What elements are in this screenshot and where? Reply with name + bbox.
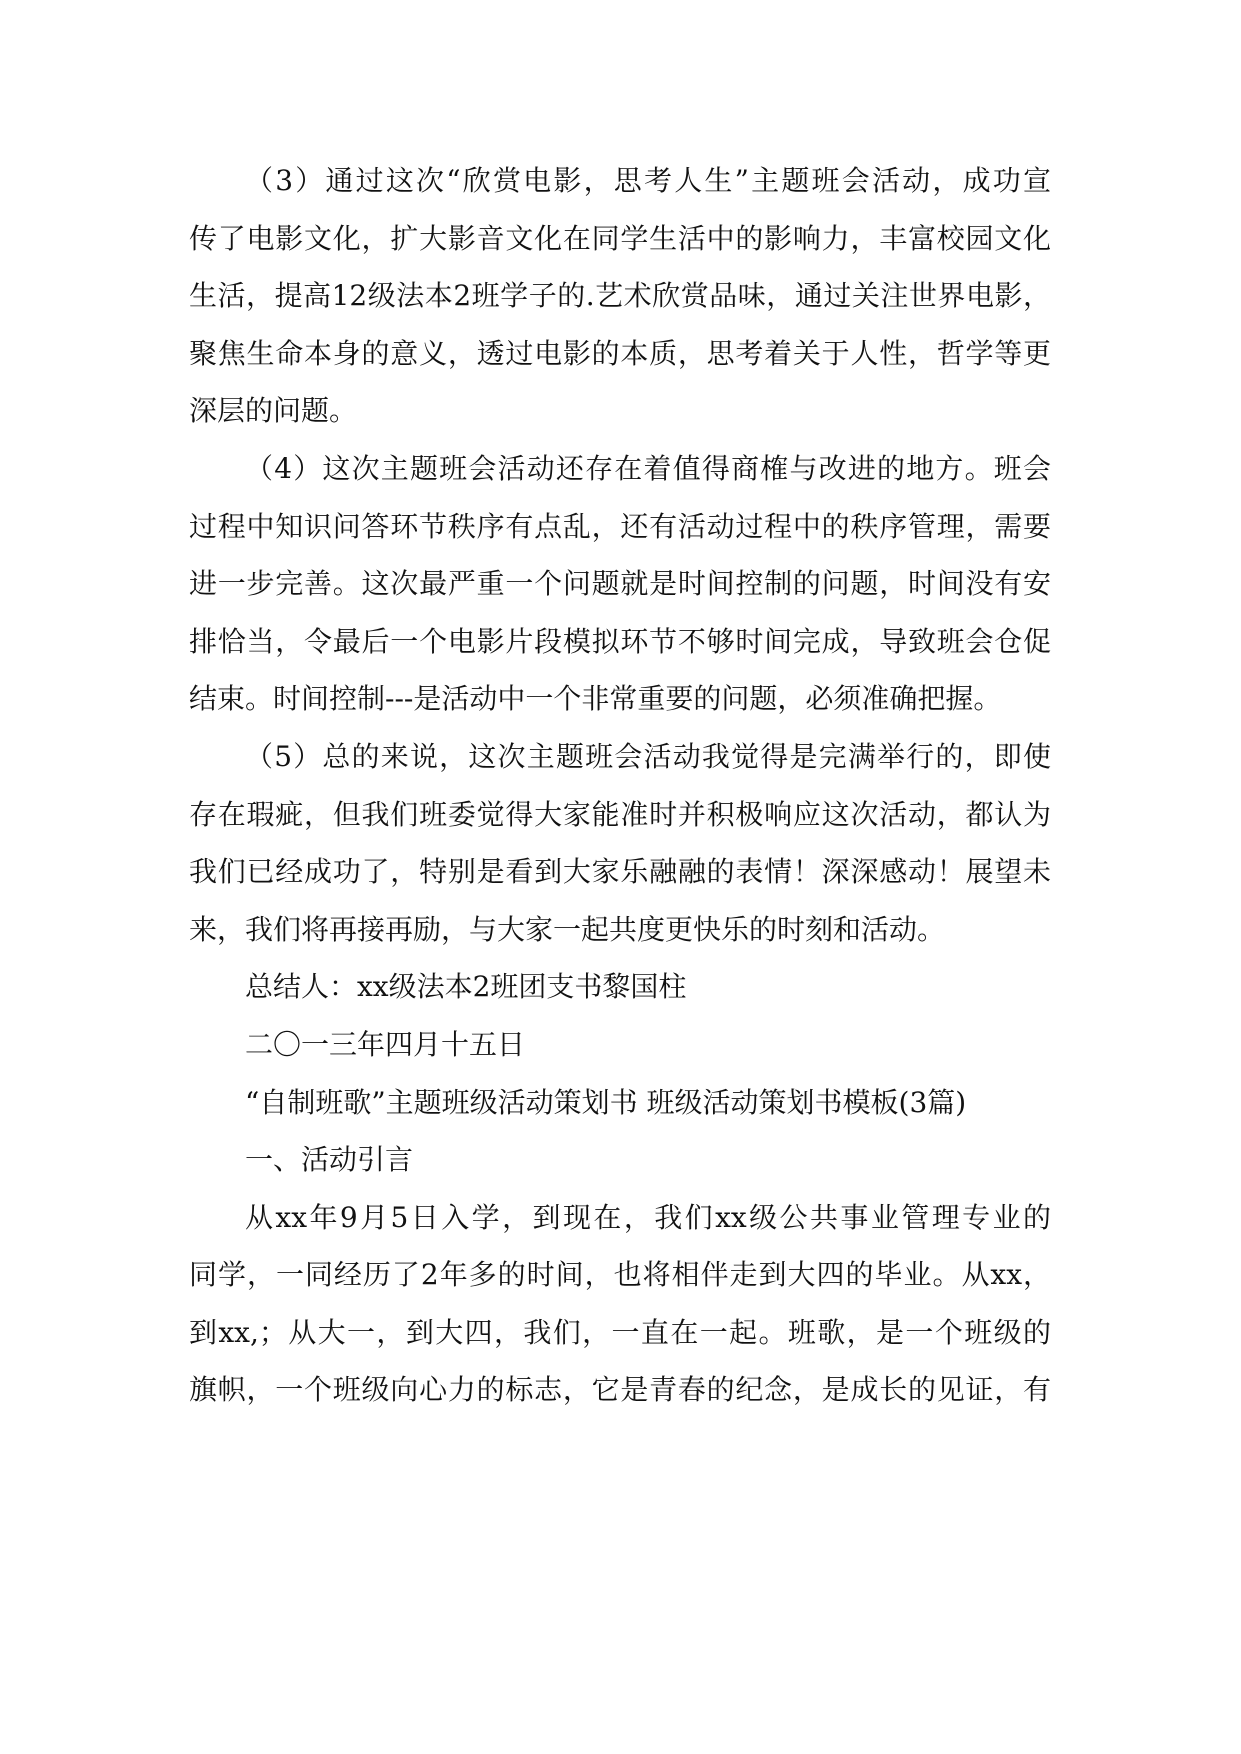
paragraph-3-line-2: 传了电影文化，扩大影音文化在同学生活中的影响力，丰富校园文化 [189, 221, 1051, 255]
document-body [189, 152, 1051, 1419]
intro-paragraph-line-3: 到xx,；从大一，到大四，我们，一直在一起。班歌，是一个班级的 [189, 1315, 1051, 1349]
paragraph-5-line-2: 存在瑕疵，但我们班委觉得大家能准时并积极响应这次活动，都认为 [189, 797, 1051, 831]
summary-author: 总结人：xx级法本2班团支书黎国柱 [245, 970, 687, 1004]
intro-paragraph-line-2: 同学，一同经历了2年多的时间，也将相伴走到大四的毕业。从xx， [189, 1258, 1051, 1292]
paragraph-3-line-4: 聚焦生命本身的意义，透过电影的本质，思考着关于人性，哲学等更 [189, 336, 1051, 370]
paragraph-4-line-3: 进一步完善。这次最严重一个问题就是时间控制的问题，时间没有安 [189, 567, 1051, 601]
section-heading-activity-intro: 一、活动引言 [245, 1143, 414, 1177]
intro-paragraph-line-1: 从xx年9月5日入学，到现在，我们xx级公共事业管理专业的 [245, 1200, 1051, 1234]
paragraph-4-line-4: 排恰当，令最后一个电影片段模拟环节不够时间完成，导致班会仓促 [189, 624, 1051, 658]
paragraph-5-line-3: 我们已经成功了，特别是看到大家乐融融的表情！深深感动！展望未 [189, 855, 1051, 889]
paragraph-3-line-1: （3）通过这次“欣赏电影，思考人生”主题班会活动，成功宣 [245, 164, 1051, 197]
summary-date: 二〇一三年四月十五日 [245, 1027, 526, 1061]
paragraph-5-line-1: （5）总的来说，这次主题班会活动我觉得是完满举行的，即使 [245, 739, 1051, 773]
intro-paragraph-line-4: 旗帜，一个班级向心力的标志，它是青春的纪念，是成长的见证，有 [189, 1373, 1051, 1407]
paragraph-3-line-3: 生活，提高12级法本2班学子的.艺术欣赏品味，通过关注世界电影， [189, 279, 1051, 313]
new-document-title: “自制班歌”主题班级活动策划书 班级活动策划书模板(3篇) [245, 1085, 967, 1119]
paragraph-4-line-2: 过程中知识问答环节秩序有点乱，还有活动过程中的秩序管理，需要 [189, 509, 1051, 543]
paragraph-4-line-1: （4）这次主题班会活动还存在着值得商榷与改进的地方。班会 [245, 451, 1051, 485]
paragraph-4-line-5: 结束。时间控制---是活动中一个非常重要的问题，必须准确把握。 [189, 682, 1002, 716]
paragraph-3-line-5: 深层的问题。 [189, 394, 358, 428]
paragraph-5-line-4: 来，我们将再接再励，与大家一起共度更快乐的时刻和活动。 [189, 912, 946, 946]
